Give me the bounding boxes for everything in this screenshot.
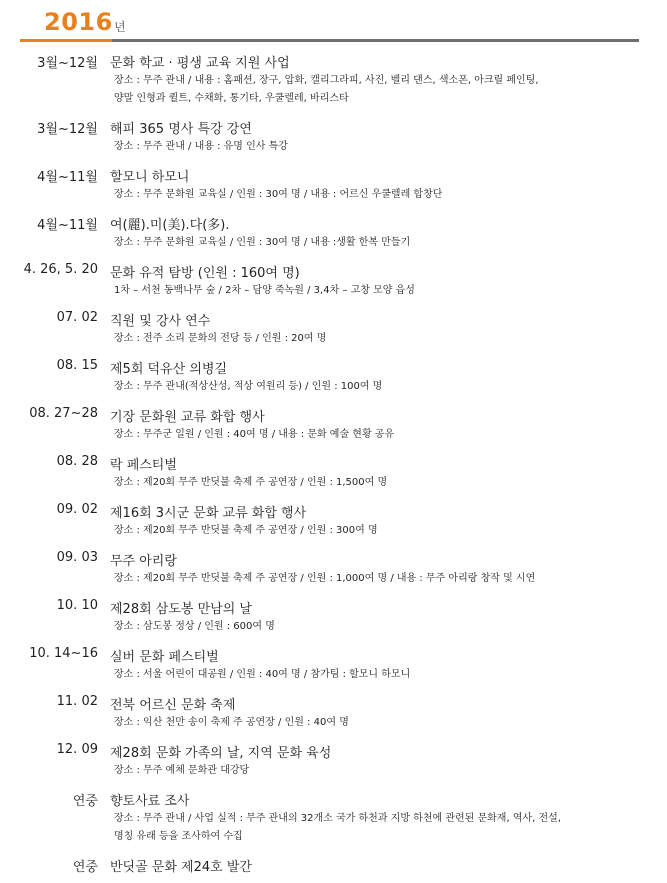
event-title: 문화 학교 · 평생 교육 지원 사업: [110, 56, 290, 71]
event-details: [114, 618, 644, 636]
event-row: [0, 115, 667, 138]
event-detail-line: 장소 : 전주 소리 문화의 전당 등 / 인원 : 20여 명: [114, 333, 327, 344]
event-date: 4. 26, 5. 20: [23, 262, 98, 277]
event-details: [114, 378, 644, 396]
event-detail-line: 장소 : 무주 관내(적상산성, 적상 여원리 등) / 인원 : 100여 명: [114, 381, 383, 392]
event-date: 09. 03: [56, 550, 98, 565]
event-title: 제28회 문화 가족의 날, 지역 문화 육성: [110, 746, 332, 761]
event-detail-line: 양말 인형과 퀼트, 수채화, 통기타, 우쿨렐레, 바리스타: [114, 93, 349, 104]
event-entry: [0, 643, 667, 691]
event-details: [114, 762, 644, 780]
event-title: 실버 문화 페스티벌: [110, 650, 219, 665]
event-title: 할모니 하모니: [110, 170, 190, 185]
event-date: 08. 28: [56, 454, 98, 469]
event-row: [0, 307, 667, 330]
event-date: 4월~11월: [37, 218, 98, 233]
event-date: 08. 15: [56, 358, 98, 373]
event-title: 해피 365 명사 특강 강연: [110, 122, 252, 137]
event-detail-line: 1차 – 서천 동백나무 숲 / 2차 – 담양 죽녹원 / 3,4차 – 고창 모양 읍성: [114, 285, 415, 296]
event-detail-line: 장소 : 삼도봉 정상 / 인원 : 600여 명: [114, 621, 275, 632]
event-row: [0, 499, 667, 522]
event-entry: [0, 691, 667, 739]
event-entry: [0, 211, 667, 259]
event-title: 무주 아리랑: [110, 554, 177, 569]
event-title: 제28회 삼도봉 만남의 날: [110, 602, 252, 617]
event-detail-line: 명칭 유래 등을 조사하여 수집: [114, 831, 243, 842]
event-entry: [0, 787, 667, 853]
event-title: 반딧골 문화 제24호 발간: [110, 860, 252, 875]
event-detail-line: 장소 : 무주 관내 / 내용 : 유명 인사 특강: [114, 141, 288, 152]
event-entry: [0, 739, 667, 787]
event-date: 07. 02: [56, 310, 98, 325]
event-details: [114, 72, 644, 108]
event-entry: [0, 259, 667, 307]
event-details: [114, 570, 644, 588]
event-detail-line: 장소 : 무주군 일원 / 인원 : 40여 명 / 내용 : 문화 예술 현황 공유: [114, 429, 395, 440]
event-title: 여(麗).미(美).다(多).: [110, 218, 230, 233]
event-title: 향토사료 조사: [110, 794, 190, 809]
event-details: [114, 666, 644, 684]
event-detail-line: 장소 : 무주 관내 / 사업 실적 : 무주 관내의 32개소 국가 하천과 지방 하천에 관련된 문화재, 역사, 전설,: [114, 813, 562, 824]
event-entry: [0, 499, 667, 547]
event-title: 직원 및 강사 연수: [110, 314, 211, 329]
event-date: 3월~12월: [37, 56, 98, 71]
event-detail-line: 장소 : 무주 관내 / 내용 : 홈패션, 장구, 압화, 캘리그라피, 사진, 벨리 댄스, 색소폰, 아크릴 페인팅,: [114, 75, 539, 86]
event-date: 09. 02: [56, 502, 98, 517]
event-title: 락 페스티벌: [110, 458, 177, 473]
event-entry: [0, 403, 667, 451]
event-date: 08. 27~28: [29, 406, 98, 421]
event-details: [114, 810, 644, 846]
event-entry: [0, 853, 667, 883]
event-entry: [0, 355, 667, 403]
event-date: 4월~11월: [37, 170, 98, 185]
year-suffix: 년: [114, 20, 126, 34]
event-title: 문화 유적 탐방 (인원 : 160여 명): [110, 266, 300, 281]
event-row: [0, 49, 667, 72]
event-entry: [0, 115, 667, 163]
event-date: 11. 02: [56, 694, 98, 709]
event-detail-line: 장소 : 제20회 무주 반딧불 축제 주 공연장 / 인원 : 1,500여 명: [114, 477, 388, 488]
event-details: [114, 138, 644, 156]
event-details: [114, 714, 644, 732]
event-details: [114, 186, 644, 204]
event-row: [0, 691, 667, 714]
event-entry: [0, 307, 667, 355]
event-details: [114, 474, 644, 492]
event-detail-line: 장소 : 무주 문화원 교육실 / 인원 : 30여 명 / 내용 :생활 한복 만들기: [114, 237, 411, 248]
section-header: [0, 0, 667, 46]
event-row: [0, 355, 667, 378]
event-detail-line: 장소 : 서울 어린이 대공원 / 인원 : 40여 명 / 참가팀 : 할모니 하모니: [114, 669, 411, 680]
header-rule: [112, 39, 639, 42]
event-date: 연중: [72, 794, 98, 809]
event-title: 제16회 3시군 문화 교류 화합 행사: [110, 506, 307, 521]
event-row: [0, 259, 667, 282]
event-detail-line: 장소 : 제20회 무주 반딧불 축제 주 공연장 / 인원 : 1,000여 명 / 내용 : 무주 아리랑 창작 및 시연: [114, 573, 536, 584]
event-list: [0, 49, 667, 883]
event-row: [0, 853, 667, 876]
event-title: 제5회 덕유산 의병길: [110, 362, 227, 377]
event-entry: [0, 451, 667, 499]
event-details: [114, 282, 644, 300]
event-detail-line: 장소 : 익산 천만 송이 축제 주 공연장 / 인원 : 40여 명: [114, 717, 349, 728]
event-date: 3월~12월: [37, 122, 98, 137]
event-row: [0, 595, 667, 618]
event-date: 연중: [72, 860, 98, 875]
event-row: [0, 547, 667, 570]
event-row: [0, 211, 667, 234]
event-row: [0, 451, 667, 474]
event-details: [114, 426, 644, 444]
year-heading: 2016: [44, 8, 113, 36]
event-row: [0, 787, 667, 810]
event-entry: [0, 163, 667, 211]
event-row: [0, 739, 667, 762]
event-title: 기장 문화원 교류 화합 행사: [110, 410, 265, 425]
event-row: [0, 403, 667, 426]
event-entry: [0, 547, 667, 595]
event-detail-line: 장소 : 무주 예체 문화관 대강당: [114, 765, 250, 776]
event-row: [0, 643, 667, 666]
event-detail-line: 장소 : 무주 문화원 교육실 / 인원 : 30여 명 / 내용 : 어르신 우쿨렐레 합창단: [114, 189, 443, 200]
event-entry: [0, 49, 667, 115]
event-details: [114, 522, 644, 540]
event-detail-line: 장소 : 제20회 무주 반딧불 축제 주 공연장 / 인원 : 300여 명: [114, 525, 378, 536]
event-title: 전북 어르신 문화 축제: [110, 698, 236, 713]
event-entry: [0, 595, 667, 643]
event-date: 10. 10: [56, 598, 98, 613]
event-date: 12. 09: [56, 742, 98, 757]
header-accent-rule: [20, 39, 112, 42]
event-date: 10. 14~16: [29, 646, 98, 661]
event-details: [114, 234, 644, 252]
event-row: [0, 163, 667, 186]
event-details: [114, 330, 644, 348]
